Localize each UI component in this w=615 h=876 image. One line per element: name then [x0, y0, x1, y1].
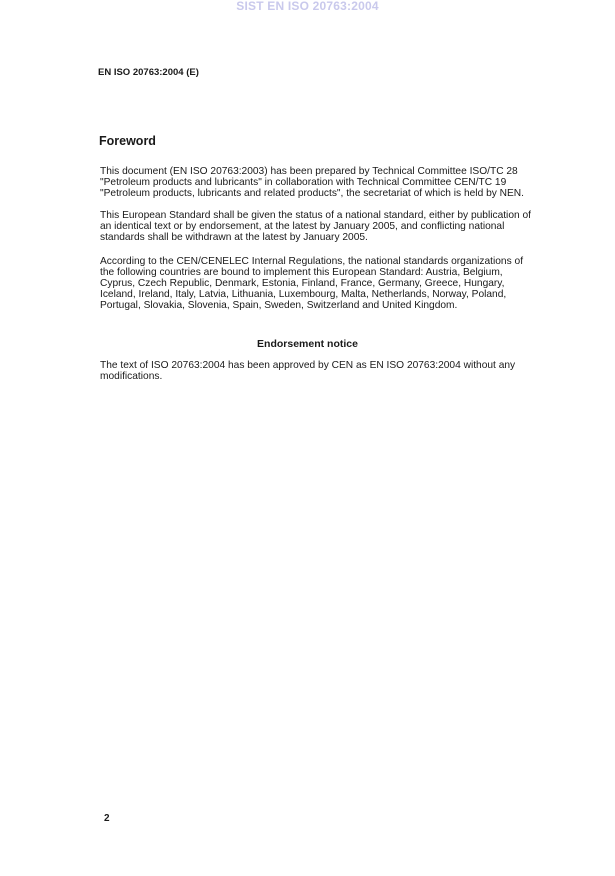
text-line: "Petroleum products and lubricants" in collaboration with Technical Committee CEN/TC 19 — [100, 177, 507, 188]
foreword-paragraph-3 — [100, 256, 523, 311]
document-header: EN ISO 20763:2004 (E) — [98, 67, 199, 78]
text-line: standards shall be withdrawn at the latest by January 2005. — [100, 232, 368, 243]
text-line: an identical text or by endorsement, at the latest by January 2005, and conflicting national — [100, 221, 505, 232]
text-line: modifications. — [100, 371, 163, 382]
foreword-paragraph-2 — [100, 210, 531, 243]
foreword-paragraph-1 — [100, 166, 524, 199]
text-line: This document (EN ISO 20763:2003) has been prepared by Technical Committee ISO/TC 28 — [100, 166, 518, 177]
text-line: "Petroleum products, lubricants and related products", the secretariat of which is held by NEN. — [100, 188, 524, 199]
text-line: the following countries are bound to implement this European Standard: Austria, Belgium, — [100, 267, 503, 278]
text-line: Iceland, Ireland, Italy, Latvia, Lithuania, Luxembourg, Malta, Netherlands, Norway, Poland, — [100, 289, 507, 300]
text-line: Cyprus, Czech Republic, Denmark, Estonia, Finland, France, Germany, Greece, Hungary, — [100, 278, 505, 289]
text-line: The text of ISO 20763:2004 has been approved by CEN as EN ISO 20763:2004 without any — [100, 360, 516, 371]
endorsement-heading: Endorsement notice — [257, 338, 358, 350]
endorsement-paragraph — [100, 360, 515, 382]
text-line: According to the CEN/CENELEC Internal Regulations, the national standards organizations of — [100, 256, 524, 267]
watermark: SIST EN ISO 20763:2004 — [236, 0, 379, 13]
page-number: 2 — [104, 813, 110, 824]
text-line: This European Standard shall be given the status of a national standard, either by publication of — [100, 210, 531, 221]
text-line: Portugal, Slovakia, Slovenia, Spain, Sweden, Switzerland and United Kingdom. — [100, 300, 458, 311]
foreword-heading: Foreword — [99, 134, 156, 148]
